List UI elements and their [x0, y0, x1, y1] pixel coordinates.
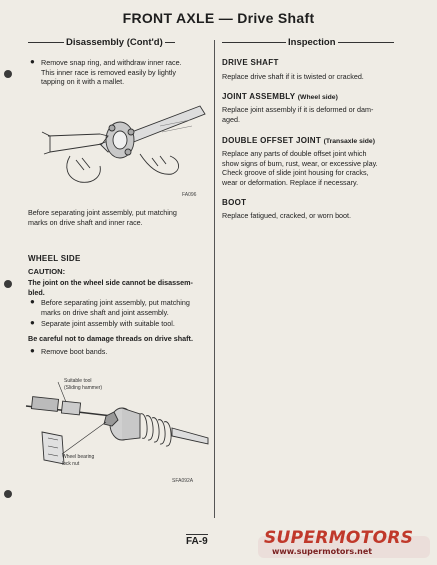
- page-number-text: FA-9: [186, 536, 208, 547]
- figure-id: SFA092A: [172, 478, 194, 484]
- punch-hole: [4, 490, 12, 498]
- caution-line-2: bled.: [28, 287, 45, 297]
- separate-line-1: Before separating joint assembly, put matching: [28, 208, 177, 217]
- joint-text-line-2: aged.: [222, 114, 240, 124]
- tool-label-line-1: Suitable tool: [64, 378, 92, 384]
- drive-shaft-text: Replace drive shaft if it is twisted or cracked.: [222, 72, 364, 81]
- left-header-text: Disassembly (Cont'd): [66, 37, 163, 48]
- careful-note: Be careful not to damage threads on drive shaft.: [28, 334, 193, 343]
- caution-line-1: The joint on the wheel side cannot be disassem-: [28, 278, 193, 287]
- snap-ring-line-1: Remove snap ring, and withdraw inner race.: [41, 58, 182, 67]
- snap-ring-line-2: This inner race is removed easily by lightly: [41, 67, 177, 77]
- wheel-bullet-2: Separate joint assembly with suitable tool.: [41, 319, 175, 328]
- punch-hole: [4, 70, 12, 78]
- bullet: ●: [30, 297, 35, 306]
- wheel-side-heading: WHEEL SIDE: [28, 254, 81, 263]
- double-offset-heading-main: DOUBLE OFFSET JOINT: [222, 136, 322, 145]
- joint-text-line-1: Replace joint assembly if it is deformed or dam-: [222, 105, 374, 114]
- boot-heading: BOOT: [222, 198, 247, 207]
- double-offset-heading-sub: (Transaxle side): [323, 138, 375, 145]
- nut-label-line-2: lock nut: [62, 461, 80, 467]
- caution-label: CAUTION:: [28, 267, 66, 276]
- watermark-url: www.supermotors.net: [272, 547, 373, 556]
- figure-id: FA096: [182, 192, 197, 198]
- bullet: ●: [30, 346, 35, 355]
- bullet: ●: [30, 318, 35, 327]
- joint-heading-sub: (Wheel side): [297, 94, 338, 101]
- wheel-bullet-1-line-1: Before separating joint assembly, put matching: [41, 298, 190, 307]
- double-offset-line-2: show signs of burn, rust, wear, or excessive play.: [222, 158, 378, 168]
- column-divider: [214, 40, 215, 518]
- boot-text: Replace fatigued, cracked, or worn boot.: [222, 211, 352, 220]
- wheel-bullet-1-line-2: marks on drive shaft and joint assembly.: [41, 307, 169, 317]
- watermark-brand: SUPERMOTORS: [264, 528, 414, 548]
- snap-ring-line-3: tapping on it with a mallet.: [41, 77, 125, 86]
- snap-ring-removal-figure: [40, 96, 210, 188]
- page-number: [186, 536, 208, 547]
- wheel-bullet-3: Remove boot bands.: [41, 347, 108, 356]
- bullet: ●: [30, 57, 35, 66]
- double-offset-heading: [222, 136, 375, 145]
- page-title: FRONT AXLE — Drive Shaft: [122, 10, 315, 26]
- joint-assembly-heading: [222, 92, 338, 101]
- double-offset-line-1: Replace any parts of double offset joint which: [222, 149, 367, 158]
- tool-label-line-2: (Sliding hammer): [64, 385, 103, 391]
- sliding-hammer-figure: [22, 372, 212, 484]
- left-column-header: [28, 37, 208, 48]
- right-column-header: [222, 37, 422, 48]
- double-offset-line-3: Check groove of slide joint housing for cracks,: [222, 168, 369, 177]
- drive-shaft-heading: DRIVE SHAFT: [222, 58, 279, 67]
- double-offset-line-4: wear or deformation. Replace if necessary.: [222, 177, 359, 187]
- right-header-text: Inspection: [288, 37, 336, 48]
- punch-hole: [4, 280, 12, 288]
- joint-heading-main: JOINT ASSEMBLY: [222, 92, 296, 101]
- nut-label-line-1: Wheel bearing: [62, 454, 95, 460]
- separate-line-2: marks on drive shaft and inner race.: [28, 217, 143, 227]
